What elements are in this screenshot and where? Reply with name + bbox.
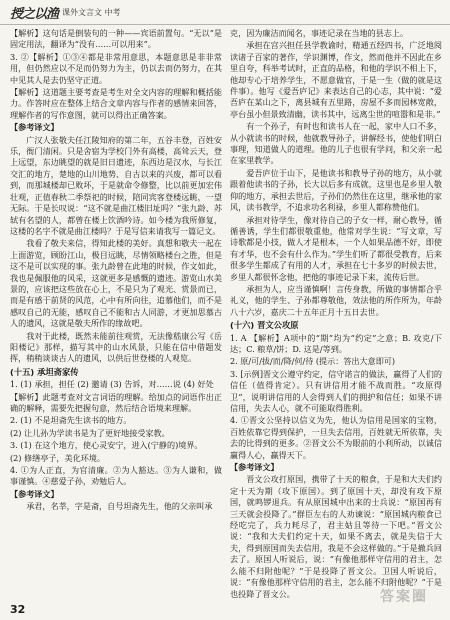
paragraph: 1. A 【解析】A项中的“期”均为“约定”之意；B. 攻克/下达；C. 粮草/饼；D. 这是/等到。	[230, 332, 442, 354]
paragraph: 我对于此楼，既然未能前往观赏，无法像嵇康公写《岳阳楼记》那样，描写其中的山水风景，只能在信中借题发挥，稍稍谈谈古人的遗风，以供后世登楼的人观览。	[10, 330, 222, 364]
paragraph: 爱吾庐位于山下，是他读书和教导子孙的地方，从小就跟着他读书的子孙，长大以后多有成就，这里也是乡里人敬仰的地方，承担去世后，子孙们仍然住在这里，继承他的家风，读书教学，不追求功名利禄，乡里人都称赞他们。	[230, 167, 442, 213]
section-title: (十五) 承坦斋家传	[10, 366, 79, 377]
paragraph: (2) 让儿孙为学读书是为了更好地接受家教。	[10, 427, 170, 438]
left-column	[10, 28, 222, 598]
paragraph: (2) 修缮亭子，美化环境。	[10, 452, 105, 463]
paragraph: 广汉人张敬夫任江陵知府的第二年，五谷丰登，百姓安乐，衙门清闲。只是舍宿为学校门外有高楼，高耸云天，登上远望，东边眺望的就是旧日遗迹，东西边是汉水，与长江交汇的地方，楚地的山川地势、自古以来的兴废，都可以看到，而那城楼却已败坏，于是就命令修整，比以前更加宏伟壮观，正值春秋二季祭祀的时候，陪同宾客登楼远眺，一望无际。于是长叹说：“这不就是曲江楼旧址吗？”张九龄、苏轼有名望的人，都曾在楼上饮酒吟诗。如今楼为我所修复，这楼的名字不就是曲江楼吗？于是写信来请我写一篇记文。	[10, 134, 222, 236]
paragraph: 有一个孙子，有时也和读书人在一起，家中人口不多，从小就读书的时候，他就教导孙子，讲解经书，使他们明白事理，知道做人的道理。他的儿子也很有学问，和父亲一起在家里教学。	[230, 121, 442, 166]
paragraph: 3. (1) 在这个地方，使心灵安宁，进入(宁静的)境界。	[10, 440, 203, 451]
paragraph: 承担在宫兴担任县学教谕时，精通五经四书，广泛地阅读诸子百家的著作，学识渊博，作文，然而他并不因此在乡里自夸，科举考试时，正直的品格，和他的学识不相上下，他却专心于培养学生，不愿意做官，于是一生（做的就是这件事）。他写《爱吾庐记》来表达自己的心志，其中说：“爱吾庐在某山之下，离县城有五里路，房屋不多而园林宽敞，亭台虽小但景致清幽，读书其中，远离尘世的喧嚣和是非。”	[230, 40, 442, 119]
paragraph: 【解析】这道题主要考查是考生对全文内容的理解和概括能力。作答时应在整体上结合文章内容与作者的感情来回答，理解作者的写作意图，就可以得出正确答案。	[10, 87, 222, 120]
paragraph: 晋文公攻打原国，携带了十天的粮食，于是和大夫们约定十天为期（攻下原国）。到了原国十天，却没有攻下原国，就鸣锣退兵。有从原国城中出来的士兵说：“原国再有三天就会投降了。”群臣左右的人劝谏说：“原国城内粮食已经吃完了，兵力耗尽了，君主姑且等待一下吧。”晋文公说：“我和大夫们约定十天，如果不离去，就是失信于大夫，得到原国而失去信用，我是不会这样做的。”于是撤兵回去了。原国人听说后，说：“有像他那样守信用的君主，怎么能不归附他呢？”于是投降了晋文公。卫国人听说后，说：“有像他那样守信用的君主，怎么能不归附他呢？”于是也投降了晋文公。	[230, 474, 442, 598]
paragraph: 我看了敬夫来信，得知此楼的美好。真想和敬夫一起在上面游览，顾盼江山，极目远眺，尽情领略楼台之胜，但是这不是可以实现的事。张九龄曾在此地的时候，作文如此，我也是佩服他的风采，这就更多是感慨的遗迹。游览山水美景的，应该把这些放在心上，不是只为了观光、赏景而已，而是有感于前贤的风范，心中有所向往，追慕他们，而不是感叹自己的无能，感叹自己不能和古人同游，才更加思慕古人的遗风，这就是敬夫所作的缘故吧。	[10, 238, 222, 329]
paragraph: 1. (1) 承担，担任 (2) 邀请 (3) 告诉，对……说 (4) 好处	[10, 379, 214, 390]
paragraph: 4. ①晋文公坚持以信义为先，他认为信用是国家的宝物，百姓依靠它得到保护，一旦失去信用，百姓就无所依靠，失去的比得到的更多。②晋文公不为眼前的小利所动，以诚信赢得人心，赢得天下。	[230, 415, 442, 460]
translation-heading: 【参考译文】	[10, 122, 59, 133]
book-logo: 授之以渔	[10, 7, 59, 22]
watermark: 答案圈	[380, 589, 428, 605]
paragraph: 承君，名莘，字是斋，自号坦斋先生，他的父亲叫承	[26, 501, 213, 512]
paragraph: 承担为人，应当谨慎啊！言传身教，所做的事情都合乎礼义，他的学生、子孙都尊敬他，效法他的所作所为，年龄八十六岁，嘉庆二十五年正月十五日去世。	[230, 283, 442, 317]
section-title: (十六) 晋文公攻原	[230, 320, 299, 331]
paragraph: 2. 原/可/拔/而/降/何/待 (提示：答出大意即可)	[230, 356, 396, 367]
page-number: 32	[10, 603, 26, 616]
translation-heading: 【参考译文】	[10, 488, 59, 499]
translation-heading: 【参考译文】	[230, 462, 279, 473]
paragraph: 承担对待学生，像对待自己的子女一样，耐心教导，循循善诱，学生们都很敬重他，他常对学生说：“写文章，写诗歌都是小技，做人才是根本，一个人如果品德不好，即使有才华，也不会有什么作为。”学生们听了都很受教育，后来很多学生都成了有用的人才，承担在七十多岁的时候去世，乡里人都很怀念他，把他的事迹记录下来，流传后世。	[230, 214, 442, 282]
paragraph: 2. (1) 不是坦斋先生读书的地方。	[10, 415, 132, 426]
paragraph: 克，因为廉洁而闻名，事迹记录在当地的县志上。	[230, 28, 409, 38]
paragraph: 4. ①为人正直，为官清廉。②为人豁达。③为人谦和，做事谨慎。④慈爱子孙，劝勉后人。	[10, 465, 222, 487]
paragraph: 【解析】此题考查对文言词语的理解。给加点的词语作出正确的解释，需要先把握句意，然后结合语境来理解。	[10, 391, 222, 413]
right-column	[230, 28, 442, 598]
paragraph: 3. [示例]晋文公遵守约定，信守诺言的做法，赢得了人们的信任（值得肯定）。只有讲信用才能不战而胜。“攻原得卫”，说明讲信用的人会得到人们的拥护和信任；如果不讲信用，失去人心，就不可能取得胜利。	[230, 368, 442, 413]
paragraph: 3. ②【解析】①③④都是非常用意思，本题意思是非非常用，但仍然应以不足而仍努力为主，仍以去而仍努力，在其中见其人是去仍坚守正道。	[10, 51, 222, 85]
book-subtitle: 课外文言文 中考	[62, 8, 121, 17]
page-header	[0, 0, 450, 25]
paragraph: 【解析】这句话是倒装句的一种——宾语前置句。“无以”是固定用法，翻译为“没有……可以用来”。	[10, 28, 222, 50]
